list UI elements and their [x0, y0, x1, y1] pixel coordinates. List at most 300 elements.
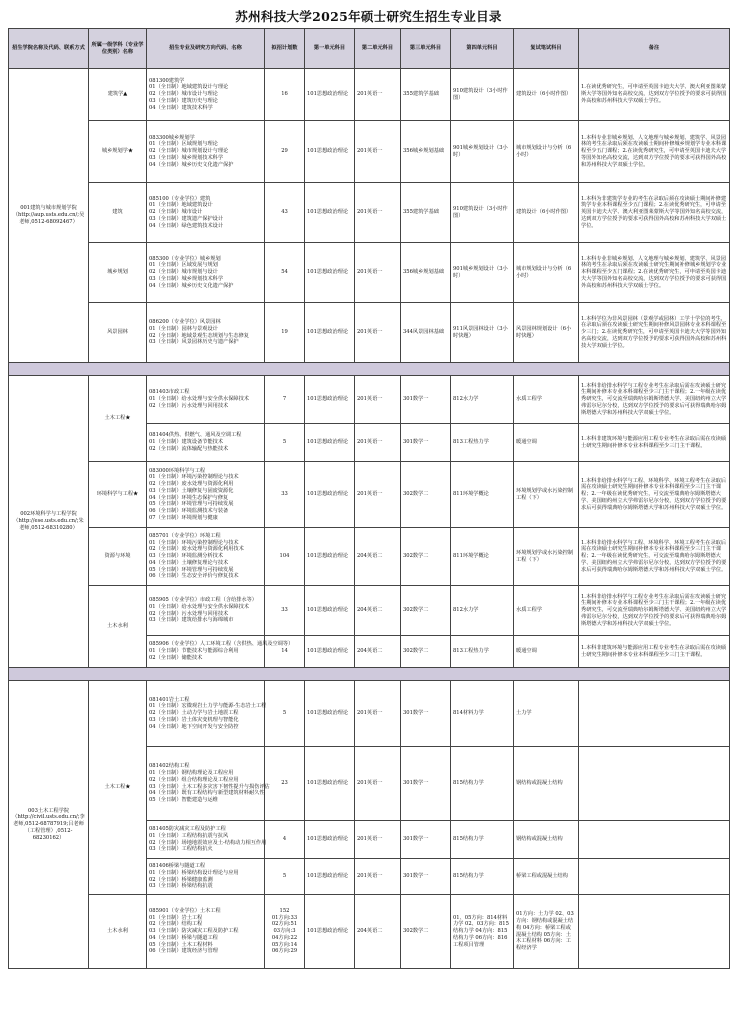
cell-line: 05方向:14 — [271, 941, 298, 948]
subject-4-cell — [451, 69, 514, 121]
cell-text: 201英语一 — [357, 873, 383, 880]
note-cell — [579, 636, 730, 668]
cell-text: 1.本科学位为非风景园林（景观学或园林）工学十学位的考生，在录取后须在攻读硕士研究生期间补修风景园林专业本科课程至少三门；2.在读优秀研究生，可申请至英国卡迪夫大学等国外知名高校交流，达到双方学位授予的要求可获得国外高校和苏州科技大学双硕士学位。 — [581, 315, 727, 349]
cell-text: 201英语一 — [357, 91, 383, 98]
cell-line: 04（全日制）绿色建筑技术设计 — [149, 222, 224, 229]
note-cell — [579, 121, 730, 183]
cell-line: 07（全日制）环境规划与健康 — [149, 514, 218, 521]
cell-line: 086200（专业学位）风景园林 — [149, 319, 221, 325]
table-row — [9, 69, 730, 121]
discipline-cell — [89, 243, 147, 303]
plan-cell — [265, 303, 305, 363]
major-cell — [147, 69, 265, 121]
table-row — [9, 121, 730, 183]
subject-4-cell — [451, 424, 514, 462]
cell-line: 03（全日制）土木工程多灾害下韧性提升与损伤评估 — [149, 783, 270, 790]
cell-text: 814材料力学 — [453, 710, 484, 717]
major-cell — [147, 821, 265, 859]
cell-text: 101思想政治理论 — [307, 648, 349, 655]
cell-text: 911风景园林设计（3小时快题） — [453, 325, 508, 339]
cell-line: 02（全日制）废水处理与资源化利用技术 — [149, 546, 244, 553]
retest-cell — [514, 586, 579, 636]
subject-3-cell — [401, 636, 451, 668]
cell-line: 04（全日制）既有工程结构与新型建筑材料耐久性 — [149, 790, 265, 797]
cell-line: 081406桥梁与隧道工程 — [149, 863, 206, 869]
cell-line: 081401岩土工程 — [149, 696, 190, 703]
retest-cell — [514, 183, 579, 243]
cell-text: 301数学一 — [403, 780, 429, 787]
cell-text: 101思想政治理论 — [307, 873, 349, 880]
subject-4-cell — [451, 586, 514, 636]
cell-text: 302数学二 — [403, 553, 429, 560]
plan-cell — [265, 528, 305, 586]
cell-text: 101思想政治理论 — [307, 91, 349, 98]
subject-4-cell — [451, 821, 514, 859]
cell-line: 05（全日制）环境管理与可持续发展 — [149, 566, 234, 573]
subject-1-cell — [305, 747, 355, 821]
cell-text: 901城乡规划设计（3小时） — [453, 265, 508, 279]
cell-text: 城市规划设计与分析（6小时） — [516, 265, 572, 279]
cell-text: 901城乡规划设计（3小时） — [453, 144, 508, 158]
subject-1-cell — [305, 121, 355, 183]
cell-text: 1.本科专业非城乡规划、人文地理与城乡规划、建筑学、风景园林的考生在录取后须在攻读硕士期间补修城乡规划学专业本科课程至少五门课程；2.在读优秀研究生，可申请至英国卡迪夫大学等国外知名高校交流，达到双方学位授予的要求可获得国外高校和苏州科技大学双硕士学位。 — [581, 134, 727, 168]
subject-4-cell — [451, 747, 514, 821]
header-discipline: 所属一级学科（专业学位类别）名称 — [89, 29, 147, 69]
cell-line: 04（全日制）桥梁与隧道工程 — [149, 934, 218, 941]
subject-1-cell — [305, 586, 355, 636]
retest-cell — [514, 895, 579, 969]
cell-line: 01（全日制）节能技术与能源综合利用 — [149, 648, 239, 655]
header-subject-4: 第四单元科目 — [451, 29, 514, 69]
cell-line: 01（全日制）建筑设备节能技术 — [149, 439, 224, 446]
cell-line: 083300城乡规划学 — [149, 134, 195, 141]
plan-cell — [265, 376, 305, 424]
cell-text: 101思想政治理论 — [307, 329, 349, 336]
subject-3-cell — [401, 821, 451, 859]
subject-3-cell — [401, 69, 451, 121]
major-cell — [147, 859, 265, 895]
cell-text: 资源与环境 — [104, 553, 131, 560]
cell-text: 204英语二 — [357, 607, 383, 614]
cell-line: 02（全日制）结构工程 — [149, 921, 203, 928]
cell-line: 06方向:29 — [271, 948, 298, 955]
cell-text: 201英语一 — [357, 329, 383, 336]
major-cell — [147, 528, 265, 586]
cell-line: 23 — [281, 780, 288, 787]
cell-line: 5 — [282, 710, 287, 717]
major-cell — [147, 303, 265, 363]
subject-4-cell — [451, 243, 514, 303]
cell-text: 土木水利 — [107, 928, 128, 935]
subject-2-cell — [355, 121, 401, 183]
plan-cell — [265, 747, 305, 821]
cell-text: 城乡规划 — [107, 269, 128, 276]
cell-text: 302数学二 — [403, 648, 429, 655]
group-separator — [9, 668, 730, 681]
cell-text: 01、05方向：814材料力学 02、03方向：815结构力学 04方向：815结构力学 06方向：816工程项目管理 — [453, 914, 509, 948]
major-cell — [147, 681, 265, 747]
table-row — [9, 243, 730, 303]
discipline-cell — [89, 895, 147, 969]
cell-text: 201英语一 — [357, 439, 383, 446]
plan-cell — [265, 462, 305, 528]
cell-line: 01方向:33 — [271, 914, 298, 921]
cell-line: 03（全日制）土壤修复与固废资源化 — [149, 487, 234, 494]
cell-line: 04（全日制）环境生态保护与修复 — [149, 494, 229, 501]
cell-line: 02（全日制）城市设计 — [149, 209, 203, 216]
cell-line: 02（全日制）污水处理与回用技术 — [149, 402, 229, 409]
table-row — [9, 528, 730, 586]
cell-line: 081402结构工程 — [149, 763, 190, 770]
cell-text: 101思想政治理论 — [307, 553, 349, 560]
cell-line: 03方向:3 — [273, 928, 296, 935]
catalog-body — [9, 69, 730, 969]
cell-text: 101思想政治理论 — [307, 780, 349, 787]
cell-line: 02（全日制）场地地震效应及土-结构动力相互作用 — [149, 839, 267, 846]
cell-line: 02（全日制）土动力学与岩土地震工程 — [149, 710, 239, 717]
cell-line: 03（全日制）环境监测分析技术 — [149, 553, 224, 560]
cell-text: 土木工程★ — [104, 784, 131, 791]
cell-line: 085300（专业学位）城乡规划 — [149, 255, 221, 262]
cell-text: 812水力学 — [453, 607, 479, 614]
cell-text: 201英语一 — [357, 148, 383, 155]
cell-line: 33 — [281, 607, 288, 614]
separator-cell — [9, 363, 730, 376]
cell-line: 01（全日制）钢结构理论及工程应用 — [149, 770, 234, 776]
cell-line: 29 — [281, 148, 288, 155]
cell-text: 201英语一 — [357, 491, 383, 498]
plan-cell — [265, 183, 305, 243]
subject-4-cell — [451, 303, 514, 363]
cell-line: 03（全日制）建筑遗产保护设计 — [149, 215, 224, 222]
cell-text: 301数学一 — [403, 873, 429, 880]
cell-line: 05（全日制）土木工程材料 — [149, 941, 213, 948]
header-row — [9, 29, 730, 69]
cell-line: 03（全日制）建筑历史与理论 — [149, 97, 218, 104]
cell-text: 301数学一 — [403, 836, 429, 843]
note-cell — [579, 376, 730, 424]
cell-text: 1.本科非给排水科学与工程专业考生在录取后需在攻读硕士研究生期间补修本专业本科课程至少三门主干课程；2.一年级在读优秀研究生，可交流至瑞典哈尔姆斯塔德大学、美国纽约州立大学弗雷尔尼尔分校，达到双方学位授予的要求后可获得瑞典哈尔姆斯塔德大学和苏州科技大学双硕士学位。 — [581, 593, 727, 627]
cell-line: 01（全日制）园林与景观设计 — [149, 325, 218, 332]
table-row — [9, 303, 730, 363]
note-cell — [579, 462, 730, 528]
plan-cell — [265, 424, 305, 462]
retest-cell — [514, 424, 579, 462]
note-cell — [579, 747, 730, 821]
cell-text: 201英语一 — [357, 209, 383, 216]
plan-cell — [265, 243, 305, 303]
cell-line: 7 — [282, 396, 287, 403]
cell-line: 152 — [279, 907, 290, 914]
subject-1-cell — [305, 376, 355, 424]
cell-line: 02（全日制）城市规划设计与理论 — [149, 148, 229, 155]
cell-text: 101思想政治理论 — [307, 710, 349, 717]
cell-text: 201英语一 — [357, 269, 383, 276]
cell-line: 03（全日制）防灾减灾工程及防护工程 — [149, 928, 239, 935]
plan-cell — [265, 69, 305, 121]
cell-text: 1.本科非建筑环境与能源应用工程专业考生在录取后需在攻读硕士研究生期间补修本专业本科课程至少三门主干课程。 — [581, 435, 727, 449]
college-cell — [9, 376, 89, 668]
cell-text: 1.本科为非建筑学专业的考生在录取后须在攻读硕士期间补修建筑学专业本科课程至少五门课程；2.在读优秀研究生，可申请至英国卡迪夫大学、澳大利亚图莱蒙斯大学等国外知名高校交流，达到双方学位授予的要求可获得国外高校和苏州科技大学双硕士学位。 — [581, 195, 727, 229]
cell-line: 081404供热、供燃气、通风及空调工程 — [149, 432, 242, 439]
cell-text: 风景园林 — [107, 329, 128, 336]
cell-line: 14 — [281, 648, 288, 655]
cell-text: 811环境学概论 — [453, 491, 489, 498]
subject-4-cell — [451, 859, 514, 895]
cell-line: 06（全日制）生态安全评价与修复技术 — [149, 573, 239, 580]
cell-line: 01（全日制）区域发展与规划 — [149, 262, 218, 269]
note-cell — [579, 859, 730, 895]
subject-3-cell — [401, 376, 451, 424]
retest-cell — [514, 747, 579, 821]
cell-text: 水质工程学 — [516, 607, 542, 614]
cell-line: 085100（专业学位）建筑 — [149, 195, 211, 202]
major-cell — [147, 243, 265, 303]
subject-2-cell — [355, 303, 401, 363]
subject-3-cell — [401, 528, 451, 586]
cell-text: 355建筑学基础 — [403, 91, 439, 98]
subject-3-cell — [401, 747, 451, 821]
cell-text: 301数学一 — [403, 396, 429, 403]
cell-line: 085906（专业学位）人工环境工程（含供热、通风及空调等） — [149, 641, 294, 648]
cell-line: 03（全日制）工程结构抗火 — [149, 846, 213, 853]
cell-line: 04（全日制）城乡历史文化遗产保护 — [149, 161, 234, 168]
cell-text: 812水力学 — [453, 396, 479, 403]
cell-line: 02（全日制）组合结构理论及工程应用 — [149, 776, 239, 783]
retest-cell — [514, 303, 579, 363]
retest-cell — [514, 681, 579, 747]
plan-cell — [265, 895, 305, 969]
cell-line: 03（全日制）岩土体灾变机理与智能化 — [149, 716, 239, 723]
subject-4-cell — [451, 183, 514, 243]
discipline-cell — [89, 376, 147, 462]
note-cell — [579, 424, 730, 462]
major-cell — [147, 747, 270, 821]
cell-line: 01（全日制）地域建筑设计 — [149, 202, 213, 209]
header-plan: 拟招计划数 — [265, 29, 305, 69]
subject-2-cell — [355, 462, 401, 528]
cell-text: 101思想政治理论 — [307, 491, 349, 498]
cell-line: 03（全日制）城乡规划技术科学 — [149, 154, 224, 161]
subject-1-cell — [305, 243, 355, 303]
cell-line: 03（全日制）建筑给排水与海绵城市 — [149, 617, 234, 624]
subject-1-cell — [305, 424, 355, 462]
cell-line: 02（全日制）地域景观生态规划与生态修复 — [149, 332, 249, 339]
subject-2-cell — [355, 859, 401, 895]
plan-cell — [265, 859, 305, 895]
cell-text: 建筑设计（6小时作图） — [516, 209, 572, 216]
cell-text: 土力学 — [516, 710, 532, 717]
table-row — [9, 895, 730, 969]
cell-text: 101思想政治理论 — [307, 836, 349, 843]
subject-3-cell — [401, 424, 451, 462]
cell-line: 01（全日制）地域建筑设计与理论 — [149, 84, 229, 91]
retest-cell — [514, 376, 579, 424]
cell-text: 201英语一 — [357, 836, 383, 843]
cell-line: 01（全日制）宏微观岩土力学与能源-生态岩土工程 — [149, 703, 267, 710]
subject-2-cell — [355, 243, 401, 303]
cell-text: 暖通空调 — [516, 439, 537, 446]
cell-line: 04方向:22 — [271, 934, 298, 941]
subject-1-cell — [305, 462, 355, 528]
cell-line: 5 — [282, 873, 287, 880]
note-cell — [579, 821, 730, 859]
retest-cell — [514, 821, 579, 859]
cell-text: 建筑设计（6小时作图） — [516, 91, 572, 98]
cell-text: 桥梁工程或混凝土结构 — [516, 873, 568, 880]
subject-1-cell — [305, 69, 355, 121]
cell-text: 环境规划学或水污染控制工程（下） — [516, 487, 574, 501]
discipline-cell — [89, 462, 147, 528]
page-title: 苏州科技大学2025年硕士研究生招生专业目录 — [235, 9, 502, 24]
cell-text: 城市规划设计与分析（6小时） — [516, 144, 572, 158]
cell-text: 815结构力学 — [453, 873, 484, 880]
subject-4-cell — [451, 376, 514, 424]
plan-cell — [265, 586, 305, 636]
header-major: 招生专业及研究方向代码、名称 — [147, 29, 265, 69]
subject-2-cell — [355, 636, 401, 668]
header-subject-2: 第二单元科目 — [355, 29, 401, 69]
cell-text: 1.本科非建筑环境与能源应用工程专业考生在录取后需在攻读硕士研究生期间补修本专业本科课程至少三门主干课程。 — [581, 644, 727, 658]
cell-line: 03（全日制）城乡规划技术科学 — [149, 275, 224, 282]
cell-line: 33 — [281, 491, 288, 498]
major-cell — [147, 183, 265, 243]
subject-2-cell — [355, 183, 401, 243]
college-cell — [9, 681, 89, 969]
cell-line: 02（全日制）城市规划与设计 — [149, 269, 218, 276]
header-note: 备注 — [579, 29, 730, 69]
cell-line: 19 — [281, 329, 288, 336]
major-cell — [147, 586, 265, 636]
cell-line: 03（全日制）风景园林历史与遗产保护 — [149, 339, 239, 346]
cell-text: 201英语一 — [357, 780, 383, 787]
header-college: 招生学院名称及代码、联系方式 — [9, 29, 89, 69]
header-subject-1: 第一单元科目 — [305, 29, 355, 69]
subject-4-cell — [451, 895, 514, 969]
subject-2-cell — [355, 586, 401, 636]
note-cell — [579, 895, 730, 969]
subject-2-cell — [355, 376, 401, 424]
plan-cell — [265, 821, 305, 859]
retest-cell — [514, 528, 579, 586]
major-cell — [147, 376, 265, 424]
cell-line: 083000环境科学与工程 — [149, 467, 206, 474]
cell-line: 01（全日制）环境污染控制理论与技术 — [149, 539, 239, 546]
cell-text: 355建筑学基础 — [403, 209, 439, 216]
subject-1-cell — [305, 681, 355, 747]
cell-text: 101思想政治理论 — [307, 607, 349, 614]
cell-line: 01（全日制）桥梁结构设计理论与应用 — [149, 869, 239, 876]
cell-text: 土木工程★ — [104, 415, 131, 422]
subject-2-cell — [355, 69, 401, 121]
subject-2-cell — [355, 681, 401, 747]
cell-text: 204英语二 — [357, 648, 383, 655]
cell-line: 02（全日制）储能技术 — [149, 654, 203, 661]
cell-line: 02（全日制）城市设计与理论 — [149, 91, 218, 98]
note-cell — [579, 183, 730, 243]
cell-text: 344风景园林基础 — [403, 329, 445, 336]
cell-text: 815结构力学 — [453, 836, 484, 843]
subject-2-cell — [355, 528, 401, 586]
subject-2-cell — [355, 424, 401, 462]
subject-2-cell — [355, 895, 401, 969]
retest-cell — [514, 121, 579, 183]
catalog-table — [8, 28, 730, 969]
cell-text: 302数学二 — [403, 607, 429, 614]
subject-1-cell — [305, 821, 355, 859]
cell-line: 01（全日制）区域规划与理论 — [149, 141, 218, 148]
table-row — [9, 586, 730, 636]
table-row — [9, 462, 730, 528]
cell-text: 环境规划学或水污染控制工程（下） — [516, 549, 574, 563]
note-cell — [579, 586, 730, 636]
cell-text: 204英语二 — [357, 553, 383, 560]
cell-line: 085701（专业学位）环境工程 — [149, 532, 221, 539]
cell-line: 002环境科学与工程学院（http://ese.usts.edu.cn/;朱老师,0512-68310280） — [13, 511, 84, 531]
retest-cell — [514, 859, 579, 895]
note-cell — [579, 681, 730, 747]
cell-line: 081300建筑学 — [149, 77, 185, 84]
cell-line: 02（全日制）废水处理与资源化利用 — [149, 481, 234, 487]
subject-2-cell — [355, 821, 401, 859]
separator-cell — [9, 668, 730, 681]
cell-text: 01方向：土力学 02、03方向：钢结构或混凝土结构 04方向：桥梁工程或混凝土结构 05方向：土木工程材料 06方向：工程经济学 — [516, 911, 574, 951]
discipline-cell — [89, 681, 147, 895]
cell-line: 03（全日制）桥梁结构抗震 — [149, 883, 213, 890]
cell-line: 06（全日制）建筑经济与管理 — [149, 948, 218, 955]
subject-3-cell — [401, 895, 451, 969]
cell-text: 1.本科专业非城乡规划、人文地理与城乡规划、建筑学、风景园林的考生在录取后须在攻读硕士研究生期间补修城乡规划学专业本科课程至少五门课程；2.在读优秀研究生，可申请至英国卡迪夫大学等国外知名高校交流，达到双方学位授予的要求可获得国外高校和苏州科技大学双硕士学位。 — [581, 255, 727, 289]
retest-cell — [514, 243, 579, 303]
retest-cell — [514, 636, 579, 668]
cell-line: 01（全日制）岩土工程 — [149, 914, 203, 921]
cell-text: 201英语一 — [357, 396, 383, 403]
cell-text: 910建筑设计（3小时作图） — [453, 205, 508, 219]
discipline-cell — [89, 69, 147, 121]
subject-3-cell — [401, 243, 451, 303]
cell-text: 101思想政治理论 — [307, 396, 349, 403]
cell-text: 201英语一 — [357, 710, 383, 717]
subject-4-cell — [451, 681, 514, 747]
major-cell — [147, 895, 265, 969]
discipline-cell — [89, 303, 147, 363]
cell-text: 101思想政治理论 — [307, 439, 349, 446]
subject-3-cell — [401, 859, 451, 895]
cell-line: 02（全日制）桥梁健康监测 — [149, 876, 213, 883]
cell-text: 815结构力学 — [453, 780, 484, 787]
cell-line: 01（全日制）环境污染控制理论与技术 — [149, 474, 239, 481]
cell-text: 钢结构或混凝土结构 — [516, 836, 563, 843]
cell-line: 01（全日制）给水处理与安全供水保障技术 — [149, 603, 249, 610]
cell-line: 003土木工程学院（http://civil.usts.edu.cn/;李老师,0512-68787919;吕老师（工程管理）,0512-68230162） — [12, 807, 85, 841]
subject-2-cell — [355, 747, 401, 821]
discipline-cell — [89, 528, 147, 586]
table-row — [9, 376, 730, 424]
subject-1-cell — [305, 859, 355, 895]
cell-text: 356城乡规划基础 — [403, 148, 445, 155]
cell-line: 04（全日制）建筑技术科学 — [149, 104, 213, 111]
cell-line: 04（全日制）地下空间开发与安全防控 — [149, 723, 239, 730]
cell-text: 813工程热力学 — [453, 439, 489, 446]
discipline-cell — [89, 586, 147, 668]
retest-cell — [514, 69, 579, 121]
cell-line: 05（全日制）环境管理与可持续发展 — [149, 501, 234, 508]
plan-cell — [265, 681, 305, 747]
cell-text: 101思想政治理论 — [307, 928, 349, 935]
subject-1-cell — [305, 183, 355, 243]
cell-line: 05（全日制）智能建造与运维 — [149, 797, 218, 803]
cell-line: 4 — [282, 836, 287, 843]
